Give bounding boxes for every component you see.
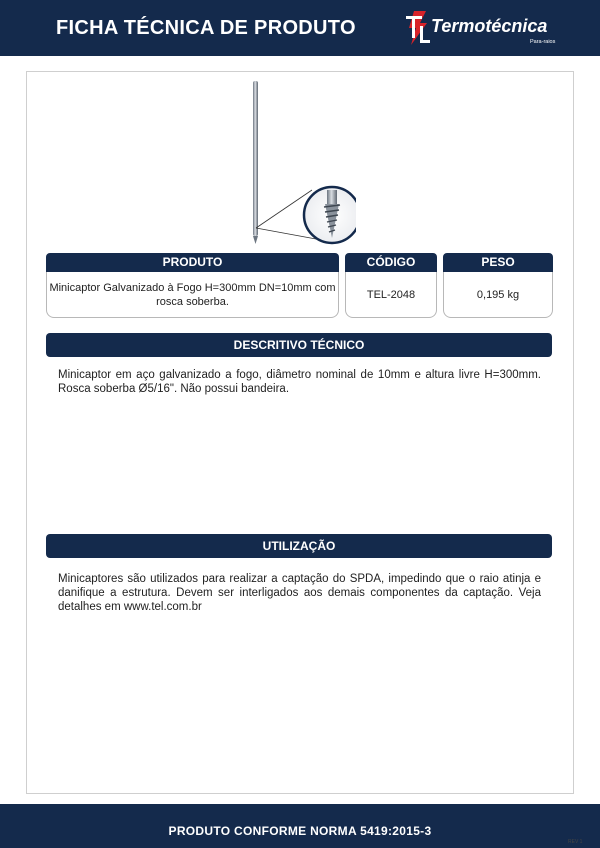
product-name-cell: Minicaptor Galvanizado à Fogo H=300mm DN=10mm com rosca soberba.	[46, 272, 339, 318]
minicaptor-rod-icon	[236, 78, 356, 248]
technical-description-heading: DESCRITIVO TÉCNICO	[46, 333, 552, 357]
footer-bar	[0, 804, 600, 848]
header-bar	[0, 0, 600, 56]
tel-lightning-logo-icon	[404, 10, 432, 46]
brand-tagline: Para-raios	[530, 39, 556, 45]
product-weight-cell: 0,195 kg	[443, 272, 553, 318]
revision-label: REV 1	[568, 839, 583, 845]
technical-description-text: Minicaptor em aço galvanizado a fogo, diâmetro nominal de 10mm e altura livre H=300mm. Rosca soberba Ø5/16". Não possui bandeira.	[58, 369, 541, 395]
page-title: FICHA TÉCNICA DE PRODUTO	[56, 17, 356, 39]
brand-name: Termotécnica	[431, 16, 548, 36]
product-code-cell: TEL-2048	[345, 272, 437, 318]
usage-heading: UTILIZAÇÃO	[46, 534, 552, 558]
compliance-note: PRODUTO CONFORME NORMA 5419:2015-3	[168, 824, 432, 838]
product-column-header: PRODUTO	[46, 253, 339, 272]
weight-column-header: PESO	[443, 253, 553, 272]
code-column-header: CÓDIGO	[345, 253, 437, 272]
usage-text: Minicaptores são utilizados para realizar a captação do SPDA, impedindo que o raio atinja e danifique a estrutura. Devem ser interligados aos demais componentes da captação. Veja detalhes em www.tel.com.br	[58, 573, 541, 613]
